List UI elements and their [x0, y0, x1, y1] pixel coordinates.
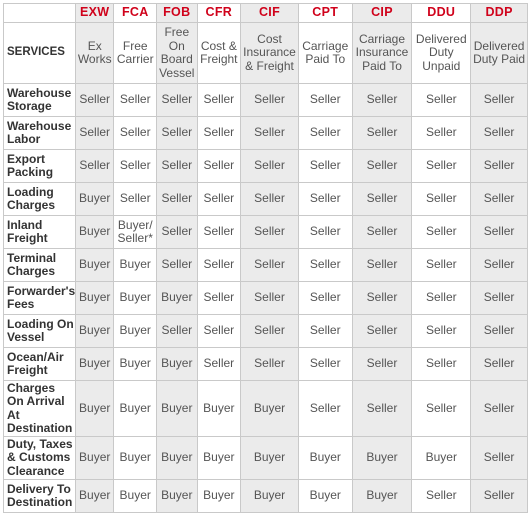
responsibility-cell: Buyer [157, 381, 198, 437]
responsibility-cell: Seller [471, 183, 528, 216]
responsibility-cell: Seller [352, 84, 412, 117]
responsibility-cell: Seller [412, 480, 471, 513]
responsibility-cell: Seller [197, 282, 241, 315]
responsibility-cell: Buyer [75, 437, 114, 480]
term-code: DDU [412, 4, 471, 23]
service-label: Inland Freight [4, 216, 76, 249]
responsibility-cell: Seller [114, 117, 157, 150]
responsibility-cell: Seller [298, 183, 352, 216]
responsibility-cell: Seller [471, 381, 528, 437]
term-description: Delivered Duty Unpaid [412, 23, 471, 84]
responsibility-cell: Seller [471, 480, 528, 513]
responsibility-cell: Buyer [241, 480, 299, 513]
service-label: Export Packing [4, 150, 76, 183]
responsibility-cell: Seller [241, 282, 299, 315]
responsibility-cell: Seller [241, 249, 299, 282]
service-label: Ocean/Air Freight [4, 348, 76, 381]
responsibility-cell: Buyer [298, 480, 352, 513]
responsibility-cell: Buyer [75, 216, 114, 249]
term-description-row [4, 23, 528, 84]
responsibility-cell: Buyer [114, 480, 157, 513]
responsibility-cell: Buyer [114, 315, 157, 348]
responsibility-cell: Seller [241, 315, 299, 348]
term-code: CIP [352, 4, 412, 23]
responsibility-cell: Seller [298, 348, 352, 381]
responsibility-cell: Seller [298, 315, 352, 348]
term-description: Ex Works [75, 23, 114, 84]
responsibility-cell: Seller [241, 117, 299, 150]
table-row [4, 437, 528, 480]
term-code: DDP [471, 4, 528, 23]
term-description: Free On Board Vessel [157, 23, 198, 84]
term-description: Free Carrier [114, 23, 157, 84]
term-code: CFR [197, 4, 241, 23]
service-label: Delivery To Destination [4, 480, 76, 513]
term-code: EXW [75, 4, 114, 23]
header-corner [4, 4, 76, 23]
responsibility-cell: Seller [157, 150, 198, 183]
responsibility-cell: Buyer [114, 348, 157, 381]
term-code: CIF [241, 4, 299, 23]
responsibility-cell: Seller [298, 381, 352, 437]
responsibility-cell: Seller [471, 84, 528, 117]
responsibility-cell: Buyer [157, 480, 198, 513]
responsibility-cell: Seller [352, 282, 412, 315]
responsibility-cell: Buyer [197, 381, 241, 437]
table-row [4, 480, 528, 513]
responsibility-cell: Seller [241, 183, 299, 216]
incoterms-table [3, 3, 528, 513]
responsibility-cell: Seller [298, 150, 352, 183]
responsibility-cell: Buyer [75, 381, 114, 437]
responsibility-cell: Buyer [75, 348, 114, 381]
table-row [4, 84, 528, 117]
responsibility-cell: Buyer [197, 437, 241, 480]
responsibility-cell: Seller [352, 150, 412, 183]
responsibility-cell: Seller [241, 216, 299, 249]
responsibility-cell: Seller [197, 216, 241, 249]
responsibility-cell: Buyer/ Seller* [114, 216, 157, 249]
responsibility-cell: Seller [471, 315, 528, 348]
service-label: Warehouse Labor [4, 117, 76, 150]
service-label: Duty, Taxes & Customs Clearance [4, 437, 76, 480]
responsibility-cell: Seller [75, 150, 114, 183]
responsibility-cell: Seller [157, 249, 198, 282]
term-code-row [4, 4, 528, 23]
responsibility-cell: Seller [197, 183, 241, 216]
term-description: Cost Insurance & Freight [241, 23, 299, 84]
responsibility-cell: Seller [241, 84, 299, 117]
responsibility-cell: Buyer [114, 381, 157, 437]
service-label: Loading On Vessel [4, 315, 76, 348]
responsibility-cell: Seller [471, 249, 528, 282]
responsibility-cell: Seller [114, 183, 157, 216]
responsibility-cell: Seller [412, 249, 471, 282]
table-row [4, 381, 528, 437]
responsibility-cell: Seller [412, 315, 471, 348]
responsibility-cell: Seller [197, 150, 241, 183]
term-code: FOB [157, 4, 198, 23]
responsibility-cell: Seller [412, 348, 471, 381]
service-label: Terminal Charges [4, 249, 76, 282]
responsibility-cell: Seller [197, 249, 241, 282]
responsibility-cell: Seller [298, 117, 352, 150]
responsibility-cell: Seller [75, 84, 114, 117]
responsibility-cell: Seller [352, 216, 412, 249]
responsibility-cell: Seller [298, 249, 352, 282]
table-row [4, 348, 528, 381]
responsibility-cell: Buyer [114, 249, 157, 282]
responsibility-cell: Seller [241, 150, 299, 183]
term-description: Cost & Freight [197, 23, 241, 84]
term-description: Delivered Duty Paid [471, 23, 528, 84]
responsibility-cell: Seller [412, 84, 471, 117]
responsibility-cell: Buyer [75, 249, 114, 282]
responsibility-cell: Seller [412, 282, 471, 315]
responsibility-cell: Seller [197, 84, 241, 117]
responsibility-cell: Seller [197, 348, 241, 381]
service-label: Warehouse Storage [4, 84, 76, 117]
responsibility-cell: Buyer [75, 480, 114, 513]
services-header: SERVICES [4, 23, 76, 84]
responsibility-cell: Seller [471, 117, 528, 150]
responsibility-cell: Buyer [75, 183, 114, 216]
responsibility-cell: Seller [412, 216, 471, 249]
responsibility-cell: Buyer [412, 437, 471, 480]
responsibility-cell: Seller [157, 183, 198, 216]
responsibility-cell: Seller [75, 117, 114, 150]
service-label: Charges On Arrival At Destination [4, 381, 76, 437]
table-row [4, 117, 528, 150]
responsibility-cell: Buyer [114, 282, 157, 315]
responsibility-cell: Seller [157, 216, 198, 249]
term-description: Carriage Insurance Paid To [352, 23, 412, 84]
responsibility-cell: Seller [157, 84, 198, 117]
service-label: Forwarder's Fees [4, 282, 76, 315]
responsibility-cell: Seller [471, 150, 528, 183]
responsibility-cell: Seller [412, 381, 471, 437]
responsibility-cell: Buyer [352, 437, 412, 480]
responsibility-cell: Buyer [352, 480, 412, 513]
responsibility-cell: Buyer [114, 437, 157, 480]
responsibility-cell: Seller [352, 381, 412, 437]
responsibility-cell: Seller [412, 183, 471, 216]
responsibility-cell: Seller [412, 150, 471, 183]
responsibility-cell: Seller [471, 348, 528, 381]
table-row [4, 216, 528, 249]
responsibility-cell: Seller [114, 84, 157, 117]
responsibility-cell: Buyer [298, 437, 352, 480]
responsibility-cell: Seller [298, 84, 352, 117]
responsibility-cell: Seller [412, 117, 471, 150]
responsibility-cell: Seller [471, 216, 528, 249]
table-row [4, 150, 528, 183]
responsibility-cell: Buyer [197, 480, 241, 513]
responsibility-cell: Seller [471, 282, 528, 315]
table-row [4, 183, 528, 216]
responsibility-cell: Seller [157, 315, 198, 348]
responsibility-cell: Seller [298, 282, 352, 315]
responsibility-cell: Buyer [157, 282, 198, 315]
responsibility-cell: Seller [157, 117, 198, 150]
term-code: CPT [298, 4, 352, 23]
responsibility-cell: Seller [352, 348, 412, 381]
responsibility-cell: Seller [114, 150, 157, 183]
table-row [4, 282, 528, 315]
responsibility-cell: Seller [352, 117, 412, 150]
responsibility-cell: Seller [197, 117, 241, 150]
responsibility-cell: Seller [471, 437, 528, 480]
term-code: FCA [114, 4, 157, 23]
service-label: Loading Charges [4, 183, 76, 216]
responsibility-cell: Seller [352, 249, 412, 282]
responsibility-cell: Buyer [241, 381, 299, 437]
responsibility-cell: Seller [298, 216, 352, 249]
responsibility-cell: Buyer [157, 437, 198, 480]
responsibility-cell: Seller [352, 315, 412, 348]
responsibility-cell: Seller [241, 348, 299, 381]
term-description: Carriage Paid To [298, 23, 352, 84]
responsibility-cell: Buyer [157, 348, 198, 381]
responsibility-cell: Seller [352, 183, 412, 216]
table-row [4, 249, 528, 282]
table-row [4, 315, 528, 348]
responsibility-cell: Buyer [241, 437, 299, 480]
responsibility-cell: Buyer [75, 282, 114, 315]
responsibility-cell: Buyer [75, 315, 114, 348]
responsibility-cell: Seller [197, 315, 241, 348]
